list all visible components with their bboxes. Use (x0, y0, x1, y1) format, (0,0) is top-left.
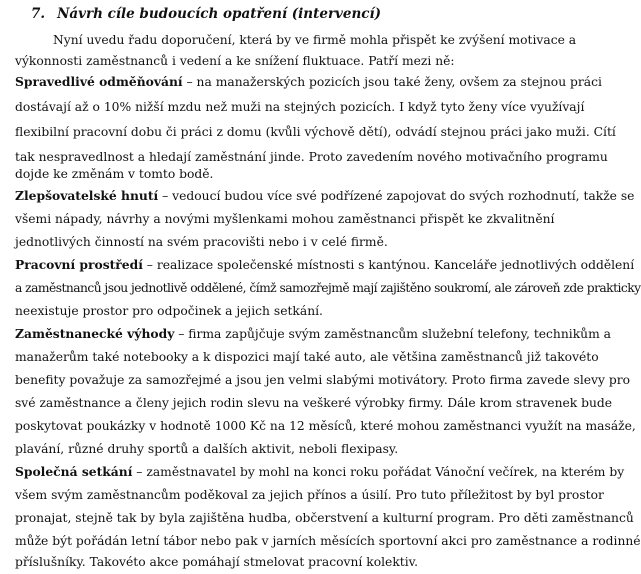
paragraph-line: benefity považuje za samozřejmé a jsou jen velmi slabými motivátory. Proto firma zavede slevy pro (15, 373, 631, 387)
term-label: Společná setkání (15, 464, 133, 479)
paragraph-line: Zlepšovatelské hnutí – vedoucí budou více své podřízené zapojovat do svých rozhodnutí, takže se (15, 188, 635, 203)
intro-line: výkonnosti zaměstnanců i vedení a ke snížení fluktuace. Patří mezi ně: (15, 54, 455, 68)
paragraph-line: manažerům také notebooky a k dispozici mají také auto, ale většina zaměstnanců již takovéto (15, 350, 599, 364)
paragraph-line: jednotlivých činností na svém pracovišti nebo i v celé firmě. (15, 235, 388, 249)
paragraph-line: Spravedlivé odměňování – na manažerských pozicích jsou také ženy, ovšem za stejnou práci (15, 74, 602, 89)
paragraph-line: dojde ke změnám v tomto bodě. (15, 167, 214, 181)
heading-title: Návrh cíle budoucích opatření (intervencí) (57, 6, 382, 22)
term-label: Zaměstnanecké výhody (15, 326, 175, 341)
paragraph-line: flexibilní pracovní dobu či práci z domu (kvůli výchově dětí), odvádí stejnou práci jako muži. Cítí (15, 125, 616, 139)
paragraph-line: všemi nápady, návrhy a novými myšlenkami mohou zaměstnanci přispět ke zkvalitnění (15, 212, 555, 226)
term-label: Spravedlivé odměňování (15, 74, 183, 89)
paragraph-line: pronajat, stejně tak by byla zajištěna hudba, občerstvení a kulturní program. Pro děti zaměstnanců (15, 511, 634, 525)
term-label: Zlepšovatelské hnutí (15, 188, 159, 203)
section-heading (31, 6, 381, 22)
paragraph-line: tak nespravedlnost a hledají zaměstnání jinde. Proto zavedením nového motivačního programu (15, 150, 608, 164)
paragraph-line: Společná setkání – zaměstnavatel by mohl na konci roku pořádat Vánoční večírek, na kterém by (15, 464, 625, 479)
term-label: Pracovní prostředí (15, 257, 143, 272)
intro-line: Nyní uvedu řadu doporučení, která by ve firmě mohla přispět ke zvýšení motivace a (53, 33, 577, 47)
paragraph-line: může být pořádán letní tábor nebo pak v jarních měsících sportovní akci pro zaměstnance a rodinné (15, 534, 641, 548)
paragraph-line: poskytovat poukázky v hodnotě 1000 Kč na 12 měsíců, které mohou zaměstnanci využít na masáže, (15, 419, 636, 433)
paragraph-line: plavání, různé druhy sportů a dalších aktivit, neboli flexipasy. (15, 442, 399, 456)
paragraph-line: všem svým zaměstnancům poděkoval za jejich přínos a úsilí. Pro tuto příležitost by byl prostor (15, 488, 604, 502)
paragraph-line: příslušníky. Takovéto akce pomáhají stmelovat pracovní kolektiv. (15, 555, 419, 569)
paragraph-line: Zaměstnanecké výhody – firma zapůjčuje svým zaměstnancům služební telefony, technikům a (15, 326, 611, 341)
paragraph-line: a zaměstnanců jsou jednotlivě oddělené, čímž samozřejmě mají zajištěno soukromí, ale zároveň zde prakticky (15, 281, 641, 295)
heading-number: 7. (31, 6, 46, 22)
paragraph-line: neexistuje prostor pro odpočinek a jejich setkání. (15, 304, 323, 318)
paragraph-line: dostávají až o 10% nižší mzdu než muži na stejných pozicích. I když tyto ženy více využívají (15, 100, 585, 114)
paragraph-line: Pracovní prostředí – realizace společenské místnosti s kantýnou. Kanceláře jednotlivých oddělení (15, 257, 635, 272)
paragraph-line: své zaměstnance a členy jejich rodin slevu na veškeré výrobky firmy. Dále krom stravenek bude (15, 396, 613, 410)
